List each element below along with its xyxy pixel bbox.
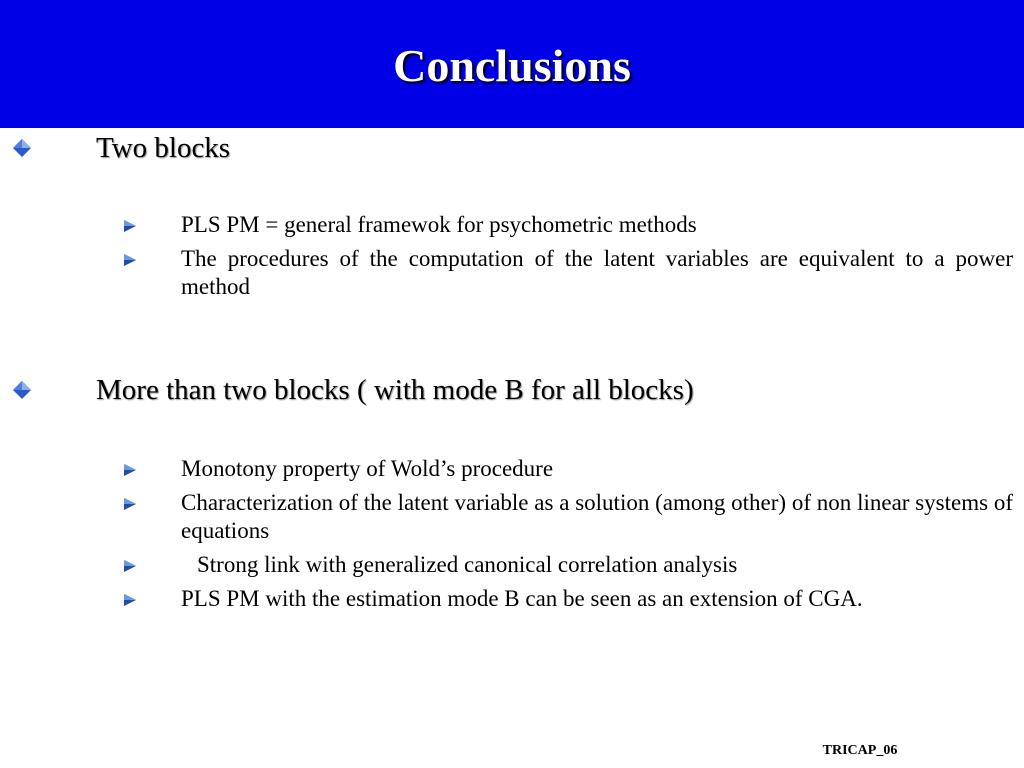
list-item — [0, 211, 1024, 239]
section-heading: Two blocks — [96, 132, 231, 164]
list-item — [0, 585, 1024, 613]
diamond-bullet-icon — [12, 380, 32, 400]
list-item-text: Monotony property of Wold’s procedure — [181, 456, 554, 481]
list-item-text: PLS PM = general framewok for psychometric methods — [181, 212, 697, 237]
list-item — [0, 245, 1024, 301]
list-item — [0, 489, 1024, 545]
diamond-bullet-icon — [12, 138, 32, 158]
list-item — [0, 455, 1024, 483]
slide-title: Conclusions — [393, 40, 631, 91]
triangle-bullet-icon — [123, 253, 137, 267]
triangle-bullet-icon — [123, 593, 137, 607]
triangle-bullet-icon — [123, 463, 137, 477]
list-item-text: Strong link with generalized canonical correlation analysis — [197, 552, 738, 577]
triangle-bullet-icon — [123, 559, 137, 573]
list-item-text: The procedures of the computation of the latent variables are equivalent to a power method — [181, 246, 1013, 299]
bullet-list — [0, 211, 1024, 307]
bullet-list — [0, 455, 1024, 619]
section-heading: More than two blocks ( with mode B for all blocks) — [96, 374, 694, 406]
triangle-bullet-icon — [123, 497, 137, 511]
list-item-text: Characterization of the latent variable as a solution (among other) of non linear systems of equations — [181, 490, 1013, 543]
list-item-text: PLS PM with the estimation mode B can be seen as an extension of CGA. — [181, 586, 863, 611]
footer-label: TRICAP_06 — [822, 743, 898, 758]
list-item — [0, 551, 1024, 579]
triangle-bullet-icon — [123, 219, 137, 233]
